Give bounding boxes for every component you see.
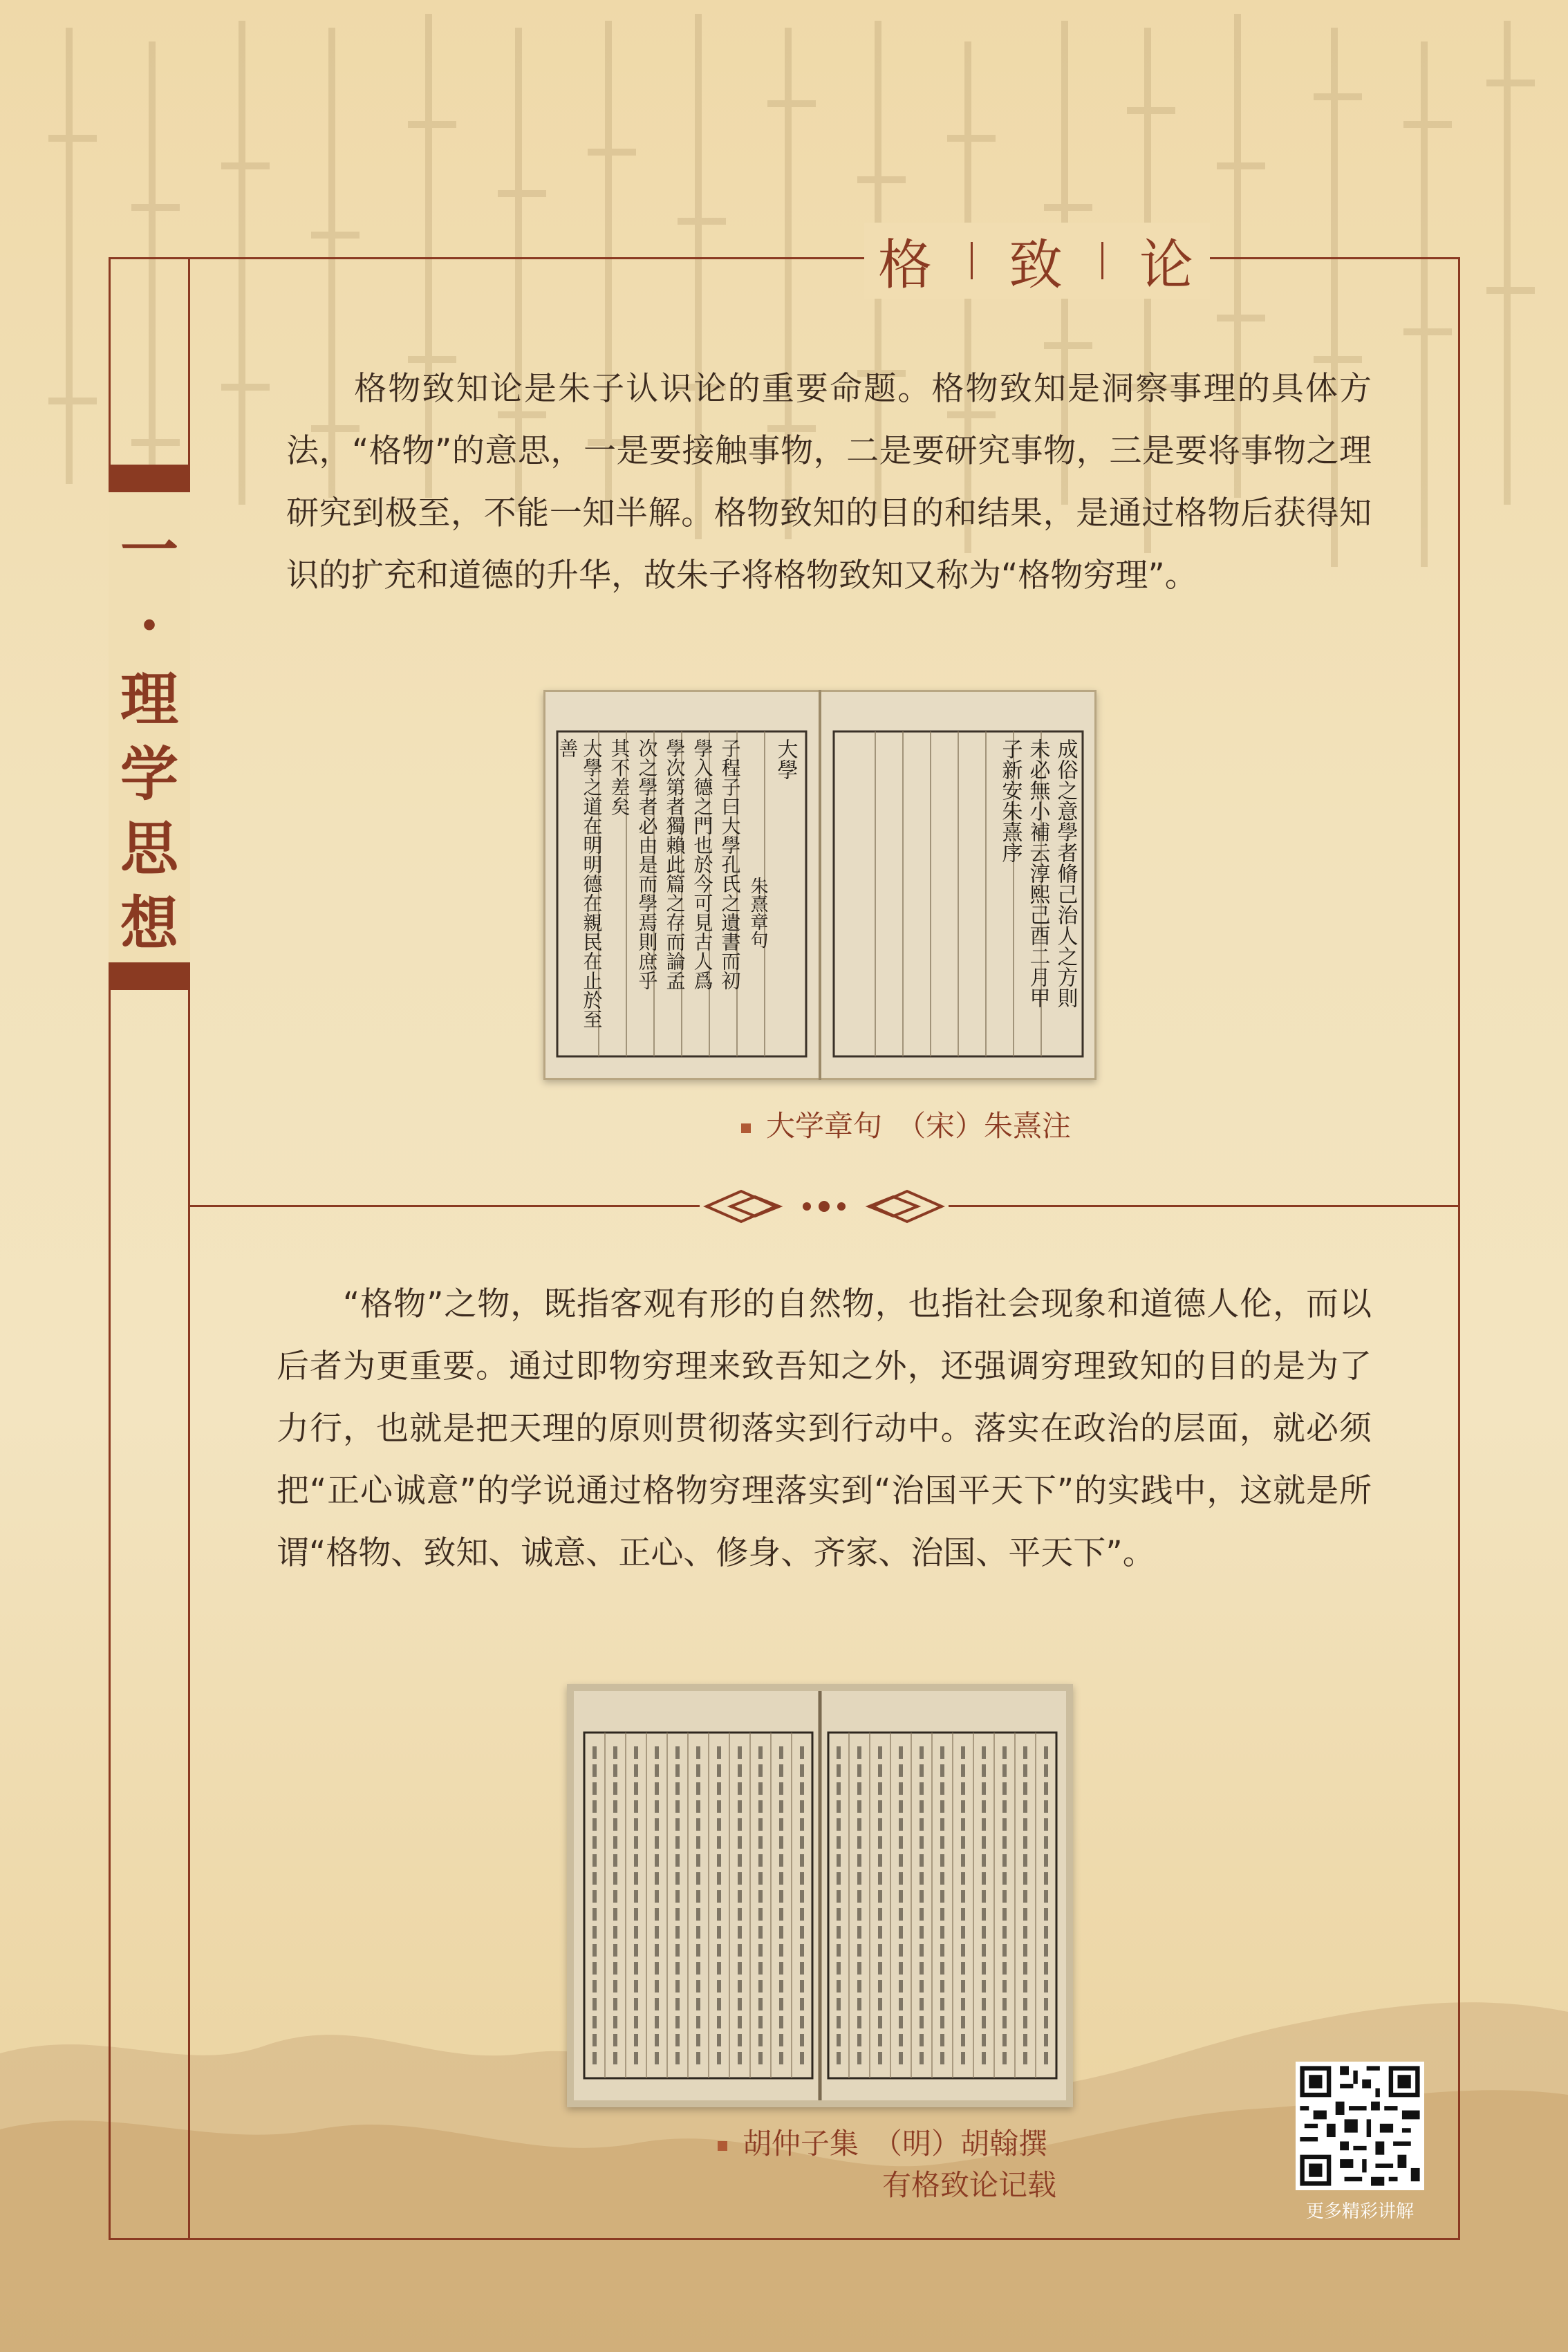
section-title — [864, 223, 1210, 299]
side-tab-band-top — [109, 465, 190, 492]
caption-huzhongzi-line1: 胡仲子集 （明）胡翰撰 — [743, 2127, 1048, 2160]
qr-code-icon[interactable] — [1296, 2062, 1424, 2190]
caption-bullet-icon — [718, 2141, 727, 2151]
daxue-left-line-3: 子新安朱熹序 — [998, 738, 1023, 863]
title-separator — [1101, 242, 1103, 279]
section-divider-left — [188, 1205, 700, 1207]
daxue-right-line-5: 其不差矣 — [608, 738, 631, 816]
caption-bullet-icon — [741, 1123, 751, 1133]
qr-label: 更多精彩讲解 — [1305, 2201, 1414, 2222]
daxue-left-line-1: 成俗之意學者脩己治人之方則 — [1053, 738, 1078, 1008]
caption-huzhongzi-line2: 有格致论记载 — [882, 2168, 1057, 2202]
divider-ornament — [700, 1186, 949, 1227]
paragraph-intro: 格物致知论是朱子认识论的重要命题。格物致知是洞察事理的具体方法，“格物”的意思，一是要接触事物，二是要研究事物，三是要将事物之理研究到极至，不能一知半解。格物致知的目的和结果，是通过格物后获得知识的扩充和道德的升华，故朱子将格物致知又称为“格物穷理”。 — [286, 370, 1372, 595]
title-char-1: 格 — [878, 234, 935, 297]
daxue-right-line-1: 子程子曰大學孔氏之遺書而初 — [718, 738, 742, 990]
daxue-right-line-7: 善 — [556, 738, 579, 758]
caption-huzhongzi-line2-wrap — [882, 2163, 1056, 2204]
daxue-right-author: 朱熹章句 — [747, 877, 768, 949]
daxue-right-title: 大學 — [773, 738, 798, 780]
daxue-right-line-3: 學次第者獨賴此篇之存而論孟 — [663, 738, 687, 990]
side-tab — [109, 465, 190, 990]
section-divider-right — [949, 1205, 1460, 1207]
book-image-huzhongzi — [567, 1684, 1073, 2107]
title-char-2: 致 — [1008, 234, 1065, 297]
title-separator — [971, 242, 973, 279]
caption-daxue — [741, 1103, 1071, 1145]
caption-huzhongzi — [718, 2121, 1047, 2163]
daxue-right-line-6: 大學之道在明明德在親民在止於至 — [580, 738, 604, 1029]
side-tab-label: 一·理学思想 — [120, 516, 178, 958]
book-image-daxue — [543, 690, 1096, 1080]
daxue-right-line-4: 次之學者必由是而學焉則庶乎 — [635, 738, 659, 990]
paragraph-gewu: “格物”之物，既指客观有形的自然物，也指社会现象和道德人伦，而以后者为更重要。通过即物穷理来致吾知之外，还强调穷理致知的目的是为了力行，也就是把天理的原则贯彻落实到行动中。落实在政治的层面，就必须把“正心诚意”的学说通过格物穷理落实到“治国平天下”的实践中，这就是所谓“格物、致知、诚意、正心、修身、齐家、治国、平天下”。 — [277, 1285, 1372, 1572]
caption-daxue-text: 大学章句 （宋）朱熹注 — [766, 1109, 1072, 1143]
daxue-left-line-2: 未必無小補云淳熙己酉二月甲 — [1025, 738, 1050, 1008]
side-tab-band-bottom — [109, 962, 190, 990]
title-char-3: 论 — [1139, 234, 1196, 297]
daxue-right-line-2: 學入德之門也於今可見古人爲 — [691, 738, 714, 990]
